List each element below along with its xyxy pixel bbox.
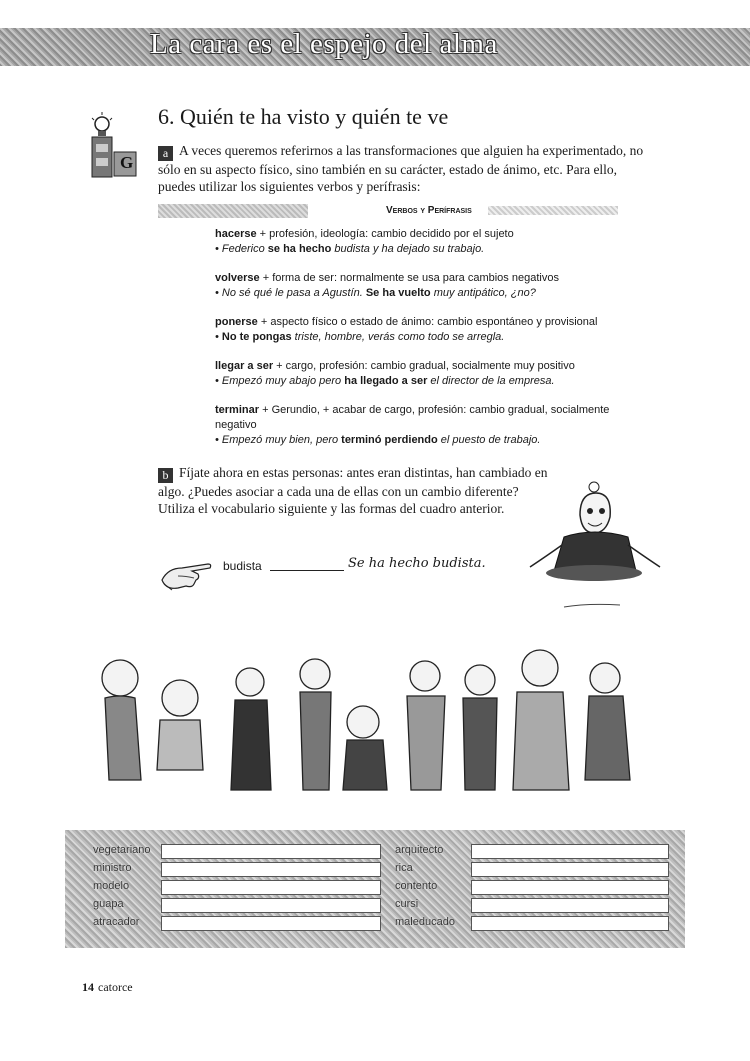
example-bold: Se ha vuelto <box>365 287 431 299</box>
example-post: el puesto de trabajo. <box>437 434 541 446</box>
example-post: muy antipático, ¿no? <box>430 287 536 299</box>
vocab-word: maleducado <box>395 916 455 928</box>
vocabulary-box <box>65 830 685 948</box>
vocab-answer-field[interactable] <box>471 916 669 931</box>
part-a-intro <box>158 142 648 195</box>
part-b-letter: b <box>158 468 173 483</box>
meditating-monk-illustration <box>528 475 668 615</box>
rule-hacerse: hacerse + profesión, ideología: cambio decidido por el sujeto • Federico se ha hecho budista y ha dejado su trabajo. <box>215 228 514 255</box>
vocab-answer-field[interactable] <box>471 898 669 913</box>
vocab-answer-field[interactable] <box>471 844 669 859</box>
rule-llegar-a-ser: llegar a ser + cargo, profesión: cambio gradual, socialmente muy positivo • Empezó muy abajo pero ha llegado a ser el director de la empresa. <box>215 360 575 387</box>
example-row <box>158 554 488 594</box>
rule-verb: terminar <box>215 404 260 416</box>
rule-desc: + profesión, ideología: cambio decidido por el sujeto <box>256 228 514 240</box>
rule-desc: + forma de ser: normalmente se usa para cambios negativos <box>259 272 559 284</box>
example-bold: No te pongas <box>221 331 292 343</box>
example-pre: Empezó muy bien, pero <box>221 434 342 446</box>
example-bold: ha llegado a ser <box>344 375 428 387</box>
example-bold: terminó perdiendo <box>341 434 438 446</box>
section-title: 6. Quién te ha visto y quién te ve <box>158 104 449 129</box>
vocab-word: contento <box>395 880 438 892</box>
example-post: el director de la empresa. <box>427 375 555 387</box>
rule-verb: hacerse <box>215 228 257 240</box>
rule-verb: ponerse <box>215 316 258 328</box>
example-bold: se ha hecho <box>267 243 332 255</box>
example-post: triste, hombre, verás como todo se arregla. <box>291 331 505 343</box>
vocab-word: atracador <box>93 916 140 928</box>
page-number: 14 <box>82 980 94 994</box>
vocab-answer-field[interactable] <box>161 916 381 931</box>
vocab-word: vegetariano <box>93 844 151 856</box>
vocab-answer-field[interactable] <box>161 862 381 877</box>
example-word: budista <box>223 559 262 573</box>
verbs-heading: Verbos y Perífrasis <box>386 205 472 216</box>
verbs-rules <box>215 227 635 462</box>
vocab-answer-field[interactable] <box>471 862 669 877</box>
vocab-word: guapa <box>93 898 124 910</box>
rule-verb: llegar a ser <box>215 360 274 372</box>
vocab-word: cursi <box>395 898 419 910</box>
vocab-word: arquitecto <box>395 844 444 856</box>
cartoon-characters-illustration <box>85 640 675 810</box>
example-pre: Federico <box>221 243 268 255</box>
vocab-word: modelo <box>93 880 130 892</box>
vocab-answer-field[interactable] <box>161 880 381 895</box>
page-footer <box>82 980 133 995</box>
rule-volverse: volverse + forma de ser: normalmente se usa para cambios negativos • No sé qué le pasa a Agustín. Se ha vuelto muy antipático, ¿no? <box>215 272 559 299</box>
rule-verb: volverse <box>215 272 260 284</box>
chapter-title: La cara es el espejo del alma <box>150 28 498 60</box>
example-pre: No sé qué le pasa a Agustín. <box>221 287 366 299</box>
example-answer: Se ha hecho budista. <box>348 556 486 571</box>
part-a-letter: a <box>158 146 173 161</box>
vocab-answer-field[interactable] <box>161 844 381 859</box>
part-b-text: Fíjate ahora en estas personas: antes eran distintas, han cambiado en algo. ¿Puedes asociar a cada una de ellas con un cambio diferente? Utiliza el vocabulario siguiente y las formas del cuadro anterior. <box>158 465 548 516</box>
rule-desc: + aspecto físico o estado de ánimo: cambio espontáneo y provisional <box>257 316 598 328</box>
rule-desc: + cargo, profesión: cambio gradual, socialmente muy positivo <box>273 360 575 372</box>
vocab-word: ministro <box>93 862 132 874</box>
vocab-answer-field[interactable] <box>471 880 669 895</box>
rule-terminar: terminar + Gerundio, + acabar de cargo, profesión: cambio gradual, socialmente negativo • Empezó muy bien, pero terminó perdiendo el puesto de trabajo. <box>215 404 610 446</box>
example-answer-line <box>270 570 344 571</box>
rule-ponerse: ponerse + aspecto físico o estado de ánimo: cambio espontáneo y provisional • No te pongas triste, hombre, verás como todo se arregla. <box>215 316 598 343</box>
page-word: catorce <box>98 980 133 994</box>
grammar-g-letter: G <box>120 153 134 172</box>
example-pre: Empezó muy abajo pero <box>221 375 345 387</box>
rule-desc: + Gerundio, + acabar de cargo, profesión: cambio gradual, socialmente negativo <box>215 404 610 431</box>
vocab-answer-field[interactable] <box>161 898 381 913</box>
part-a-text: A veces queremos referirnos a las transformaciones que alguien ha experimentado, no sólo en su aspecto físico, sino también en su carácter, estado de ánimo, etc. Para ello, puedes utilizar los siguientes verbos y perífrasis: <box>158 143 644 194</box>
pointing-hand-icon <box>158 554 214 594</box>
vocab-word: rica <box>395 862 413 874</box>
example-post: budista y ha dejado su trabajo. <box>331 243 485 255</box>
part-b-instructions <box>158 464 558 517</box>
